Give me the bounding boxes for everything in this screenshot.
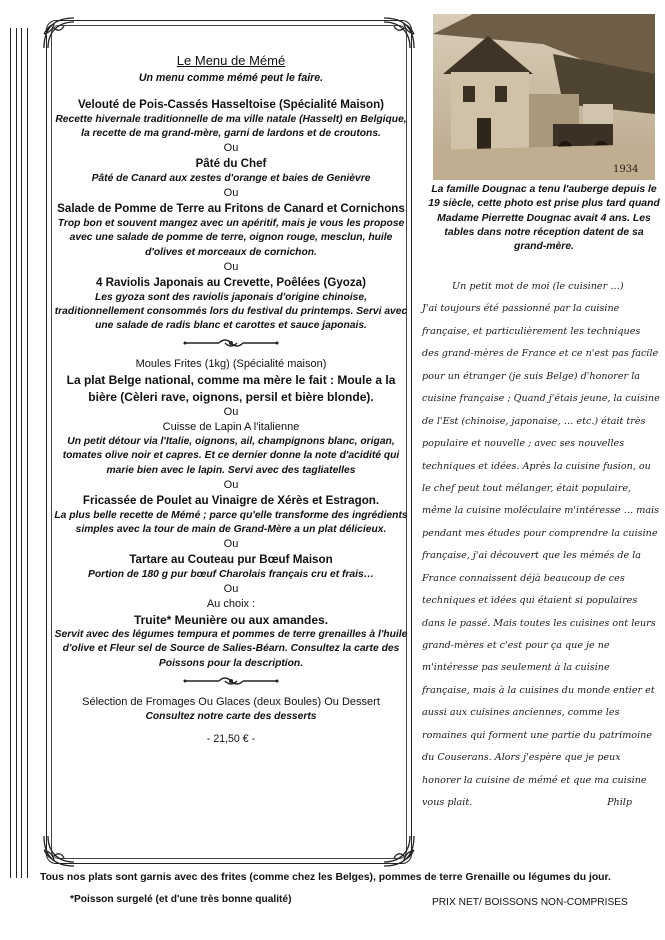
menu-plain: Moules Frites (1kg) (Spécialité maison)	[135, 358, 327, 371]
footer-prix-net: PRIX NET/ BOISSONS NON-COMPRISES	[432, 897, 628, 908]
menu-ou: Ou	[223, 537, 239, 550]
menu-ou: Ou	[223, 142, 239, 155]
menu-items	[52, 97, 410, 724]
corner-ornament-icon	[382, 834, 418, 870]
menu-ou: Ou	[223, 260, 239, 273]
menu-plain: Cuisse de Lapin A l'italienne	[162, 421, 300, 434]
menu-divider	[52, 333, 410, 358]
footer-poisson-note: *Poisson surgelé (et d'une très bonne qualité)	[70, 894, 292, 905]
menu-dish: Salade de Pomme de Terre au Fritons de Canard et Cornichons	[57, 202, 405, 216]
menu-subtitle: Un menu comme mémé peut le faire.	[138, 71, 324, 84]
menu-ou: Ou	[223, 478, 239, 491]
menu-dish: Fricassée de Poulet au Vinaigre de Xérès et Estragon.	[82, 493, 380, 507]
chef-note-body: J'ai toujours été passionné par la cuisine française, et particulièrement les techniques des grand-mères de France et ce n'est pas facile pour un étranger (je suis Belge) d'honorer la cuisine française ; Quand j'étais jeune, la cuisine de l'Est (chinoise, japonaise, … etc.) était très populaire et nouvelle ; avec ses nouvelles techniques et idées. Après la cuisine fusion, ou le chef peut tout mélanger, était populaire, même la cuisine moléculaire m'intéresse … mais pendant mes études pour comprendre la cuisine française, j'ai découvert que les mémés de la France connaissent déjà beaucoup de ces techniques et idées qui étaient si populaires dans le passé. Mais toutes les cuisines ont leurs grand-mères et c'est pour ça que je ne m'intéresse pas seulement à la cuisine française, mais à la cuisines du monde entier et aussi aux cuisines anciennes, comme les romaines qui forment une partie du patrimoine du Couserans. Alors j'espère que je peux honorer la cuisine de mémé et que ma cuisine vous plait.	[422, 303, 660, 809]
menu-ou: Ou	[223, 582, 239, 595]
menu-desc: La plus belle recette de Mémé ; parce qu'elle transforme des ingrédients simples avec la tour de main de Grand-Mère a un plat délicieux.	[54, 509, 408, 535]
chef-signature: Philp	[607, 797, 632, 809]
menu-ou: Ou	[223, 187, 239, 200]
historic-photo	[433, 14, 655, 180]
menu-plain: Sélection de Fromages Ou Glaces (deux Boules) Ou Dessert	[82, 696, 380, 709]
menu-desc: Portion de 180 g pur bœuf Charolais français cru et frais…	[87, 568, 375, 580]
decorative-vertical-lines	[8, 28, 32, 878]
menu-dish: 4 Raviolis Japonais au Crevette, Poêlées (Gyoza)	[96, 275, 366, 289]
menu-big: La plat Belge national, comme ma mère le fait : Moule a la bière (Cèleri rave, oignons, persil et bière blonde).	[66, 373, 396, 404]
menu-desc: Trop bon et souvent mangez avec un apéritif, mais je vous les propose avec une salade de pomme de terre, oignon rouge, mesclun, huile d'olives et morceaux de cornichon.	[57, 218, 405, 258]
menu-plain: Au choix :	[206, 597, 256, 610]
menu-dish: Tartare au Couteau pur Bœuf Maison	[129, 552, 333, 566]
menu-desc: Un petit détour via l'Italie, oignons, ail, champignons blanc, origan, tomates olive noir et capres. Et ce dernier donne la note d'acidité qui marie bien avec le lapin. Servi avec des tagliatelles	[62, 436, 400, 476]
menu-dish: Pâté du Chef	[195, 157, 267, 171]
corner-ornament-icon	[40, 14, 76, 50]
menu-title: Le Menu de Mémé	[176, 53, 286, 68]
menu-desc: Servit avec des légumes tempura et pommes de terre grenailles à l'huile d'olive et Fleur sel de Source de Salies-Béarn. Consultez la carte des Poissons pour la description.	[54, 629, 408, 669]
menu-desc: Recette hivernale traditionnelle de ma ville natale (Hasselt) en Belgique, la recette de ma grand-mère, garni de lardons et de croutons.	[55, 114, 407, 140]
chef-note	[422, 276, 660, 815]
menu-desc: Pâté de Canard aux zestes d'orange et baies de Genièvre	[91, 173, 371, 185]
divider-ornament-icon	[181, 336, 281, 350]
menu-price: - 21,50 € -	[206, 733, 256, 746]
menu-big: Truite* Meunière ou aux amandes.	[133, 612, 329, 627]
menu-desc: Consultez notre carte des desserts	[145, 711, 317, 723]
corner-ornament-icon	[382, 14, 418, 50]
corner-ornament-icon	[40, 834, 76, 870]
menu-dish: Velouté de Pois-Cassés Hasseltoise (Spécialité Maison)	[77, 98, 385, 112]
footer-garnish-note: Tous nos plats sont garnis avec des frites (comme chez les Belges), pommes de terre Grenaille ou légumes du jour.	[40, 872, 611, 883]
menu-divider	[52, 671, 410, 696]
menu-ou: Ou	[223, 406, 239, 419]
photo-caption: La famille Dougnac a tenu l'auberge depuis le 19 siècle, cette photo est prise plus tard quand Madame Pierrette Dougnac avait 4 ans. Les tables dans notre réception datent de sa grand-mère.	[428, 184, 660, 253]
divider-ornament-icon	[181, 674, 281, 688]
menu-content	[52, 52, 410, 747]
photo-year-mark: 1934	[613, 164, 639, 175]
chef-note-heading: Un petit mot de moi (le cuisiner …)	[452, 281, 624, 292]
menu-desc: Les gyoza sont des raviolis japonais d'origine chinoise, traditionnellement consommés lors du festival du printemps. Servi avec une salade de radis blanc et carottes et sauce japonais.	[54, 291, 408, 331]
